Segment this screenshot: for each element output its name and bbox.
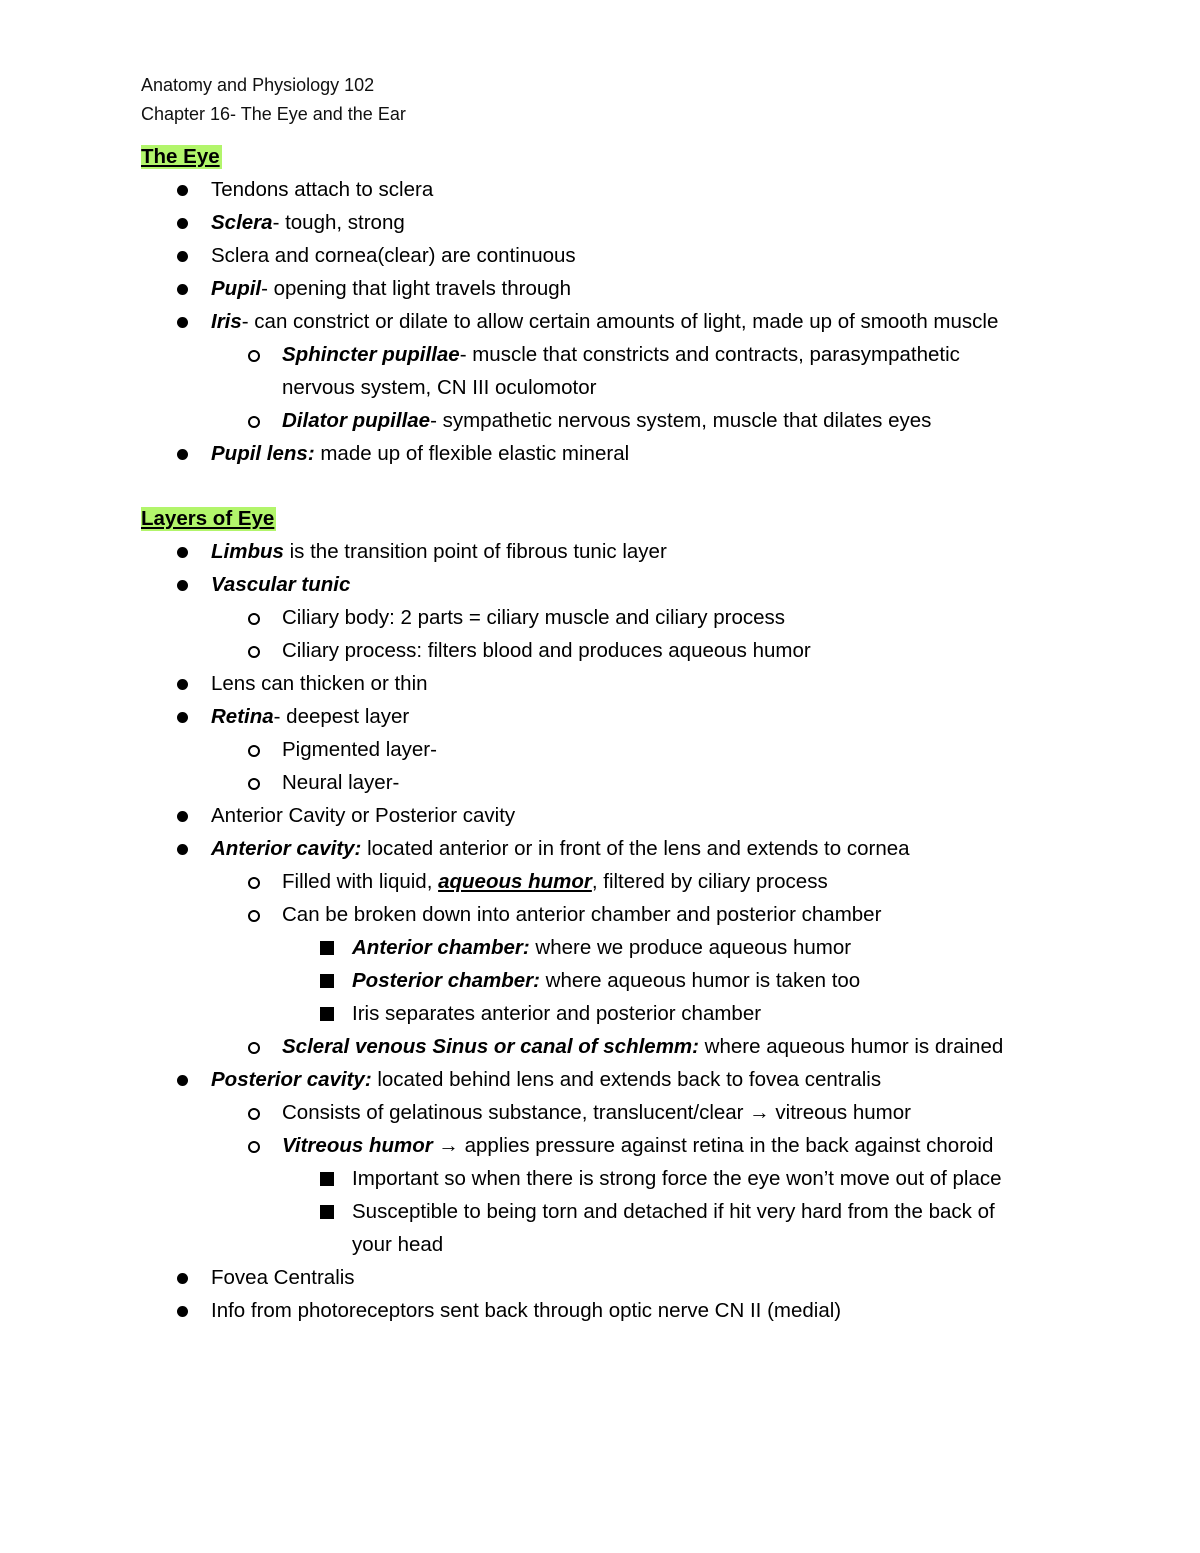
item-text: Sclera and cornea(clear) are continuous: [211, 244, 576, 267]
bullet-disc-icon: [177, 1075, 188, 1086]
item-text: - can constrict or dilate to allow certain amounts of light, made up of smooth muscle: [241, 310, 999, 333]
list-item: [282, 1100, 911, 1126]
section-heading-layers: Layers of Eye: [141, 507, 275, 530]
list-item: [211, 572, 350, 598]
item-text: Iris separates anterior and posterior chamber: [352, 1002, 762, 1025]
item-text: made up of flexible elastic mineral: [314, 442, 630, 465]
section-heading-eye: The Eye: [141, 145, 220, 168]
bullet-disc-icon: [177, 580, 188, 591]
list-item: [282, 408, 931, 434]
bullet-circle-icon: [248, 910, 260, 922]
item-text: located behind lens and extends back to fovea centralis: [371, 1068, 882, 1091]
bullet-circle-icon: [248, 1141, 260, 1153]
term-emphasis: Anterior chamber:: [352, 936, 530, 959]
list-item: [211, 1265, 355, 1291]
list-item: [211, 177, 433, 203]
term-emphasis: Vitreous humor: [282, 1134, 433, 1157]
term-emphasis: Retina: [211, 705, 274, 728]
bullet-disc-icon: [177, 185, 188, 196]
list-item: [282, 638, 811, 664]
bullet-disc-icon: [177, 712, 188, 723]
list-item: [352, 935, 851, 961]
bullet-disc-icon: [177, 547, 188, 558]
item-text: where aqueous humor is taken too: [539, 969, 861, 992]
term-emphasis: Scleral venous Sinus or canal of schlemm:: [282, 1035, 699, 1058]
term-emphasis: Posterior cavity:: [211, 1068, 372, 1091]
bullet-circle-icon: [248, 745, 260, 757]
term-emphasis: Posterior chamber:: [352, 969, 540, 992]
bullet-circle-icon: [248, 1108, 260, 1120]
term-emphasis: aqueous humor: [438, 870, 592, 893]
list-item: [211, 276, 571, 302]
bullet-circle-icon: [248, 350, 260, 362]
item-text: Fovea Centralis: [211, 1266, 355, 1289]
list-item: [211, 704, 409, 730]
list-item: [211, 803, 515, 829]
item-text: located anterior or in front of the lens and extends to cornea: [361, 837, 910, 860]
bullet-square-icon: [320, 1172, 334, 1186]
item-text: Consists of gelatinous substance, translucent/clear → vitreous humor: [282, 1101, 911, 1124]
bullet-disc-icon: [177, 1273, 188, 1284]
item-text: is the transition point of fibrous tunic layer: [283, 540, 667, 563]
bullet-circle-icon: [248, 1042, 260, 1054]
item-text: - sympathetic nervous system, muscle that dilates eyes: [430, 409, 932, 432]
item-text: where aqueous humor is drained: [698, 1035, 1004, 1058]
course-title: Anatomy and Physiology 102: [141, 75, 375, 95]
item-text: Important so when there is strong force the eye won’t move out of place: [352, 1167, 1002, 1190]
list-item: [282, 1034, 1003, 1060]
bullet-square-icon: [320, 974, 334, 988]
bullet-disc-icon: [177, 218, 188, 229]
item-text: → applies pressure against retina in the back against choroid: [432, 1134, 994, 1157]
list-item: [352, 1001, 761, 1027]
item-text: Anterior Cavity or Posterior cavity: [211, 804, 516, 827]
list-item: [211, 441, 629, 467]
item-text: - deepest layer: [273, 705, 410, 728]
term-emphasis: Dilator pupillae: [282, 409, 431, 432]
list-item: [282, 1133, 993, 1159]
item-text: - muscle that constricts and contracts, parasympathetic: [459, 343, 960, 366]
bullet-square-icon: [320, 941, 334, 955]
bullet-disc-icon: [177, 251, 188, 262]
item-text: nervous system, CN III oculomotor: [282, 376, 597, 399]
list-item: [211, 210, 405, 236]
item-text: Can be broken down into anterior chamber and posterior chamber: [282, 903, 882, 926]
term-emphasis: Iris: [211, 310, 242, 333]
bullet-disc-icon: [177, 679, 188, 690]
bullet-disc-icon: [177, 284, 188, 295]
item-text: - opening that light travels through: [261, 277, 572, 300]
list-item: [211, 1298, 841, 1324]
bullet-circle-icon: [248, 613, 260, 625]
bullet-square-icon: [320, 1007, 334, 1021]
bullet-square-icon: [320, 1205, 334, 1219]
term-emphasis: Anterior cavity:: [211, 837, 362, 860]
term-emphasis: Sphincter pupillae: [282, 343, 460, 366]
item-text: - tough, strong: [272, 211, 405, 234]
list-item: [282, 737, 437, 763]
bullet-disc-icon: [177, 317, 188, 328]
bullet-circle-icon: [248, 877, 260, 889]
item-text: Neural layer-: [282, 771, 400, 794]
bullet-circle-icon: [248, 416, 260, 428]
list-item: [352, 968, 860, 994]
chapter-title: Chapter 16- The Eye and the Ear: [141, 104, 406, 124]
item-text: Ciliary process: filters blood and produces aqueous humor: [282, 639, 811, 662]
term-emphasis: Pupil: [211, 277, 262, 300]
list-item: [282, 902, 881, 928]
list-item: [282, 605, 785, 631]
bullet-disc-icon: [177, 449, 188, 460]
item-text: Pigmented layer-: [282, 738, 437, 761]
item-text: your head: [352, 1233, 444, 1256]
bullet-disc-icon: [177, 811, 188, 822]
list-item: [282, 375, 596, 401]
list-item: [352, 1199, 995, 1225]
list-item: [211, 836, 910, 862]
term-emphasis: Limbus: [211, 540, 284, 563]
list-item: [211, 671, 428, 697]
term-emphasis: Pupil lens:: [211, 442, 315, 465]
item-text: where we produce aqueous humor: [529, 936, 852, 959]
list-item: [352, 1166, 1002, 1192]
bullet-circle-icon: [248, 778, 260, 790]
term-emphasis: Vascular tunic: [211, 573, 351, 596]
list-item: [352, 1232, 443, 1258]
item-text: Lens can thicken or thin: [211, 672, 428, 695]
list-item: [211, 243, 576, 269]
item-text: Tendons attach to sclera: [211, 178, 434, 201]
bullet-disc-icon: [177, 1306, 188, 1317]
list-item: [282, 342, 960, 368]
bullet-disc-icon: [177, 844, 188, 855]
bullet-circle-icon: [248, 646, 260, 658]
list-item: [211, 1067, 881, 1093]
term-emphasis: Sclera: [211, 211, 273, 234]
item-text: Info from photoreceptors sent back through optic nerve CN II (medial): [211, 1299, 842, 1322]
item-text: Susceptible to being torn and detached if hit very hard from the back of: [352, 1200, 995, 1223]
list-item: [282, 770, 399, 796]
item-text: Ciliary body: 2 parts = ciliary muscle and ciliary process: [282, 606, 786, 629]
list-item: [211, 309, 998, 335]
list-item: [282, 869, 828, 895]
item-text: , filtered by ciliary process: [591, 870, 828, 893]
item-text: Filled with liquid,: [282, 870, 439, 893]
list-item: [211, 539, 667, 565]
